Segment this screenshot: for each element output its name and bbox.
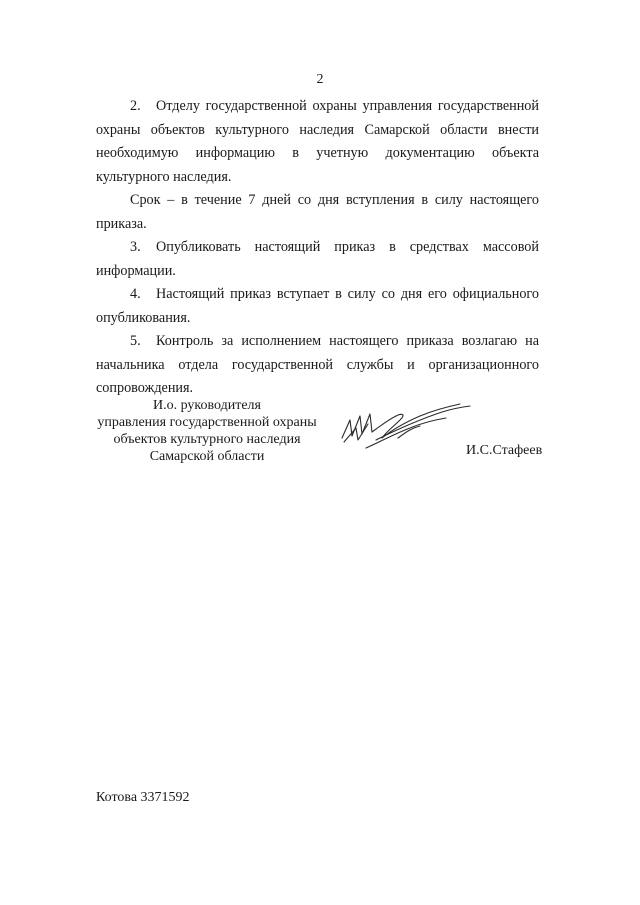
document-body (96, 95, 539, 401)
paragraph-3 (96, 236, 539, 283)
paragraph-text: Срок – в течение 7 дней со дня вступления в силу настоящего приказа. (96, 192, 539, 232)
paragraph-deadline (96, 189, 539, 236)
signatory-position (96, 397, 318, 465)
signer-name: И.С.Стафеев (466, 443, 543, 458)
paragraph-text: Отделу государственной охраны управления государственной охраны объектов культурного наследия Самарской области внести необходимую информацию в учетную документацию объекта культурного наследия. (96, 98, 539, 185)
signatory-title-line: И.о. руководителя (152, 398, 261, 413)
signatory-title-line: Самарской области (149, 449, 265, 464)
handwritten-signature (336, 398, 476, 456)
paragraph-text: Контроль за исполнением настоящего приказа возлагаю на начальника отдела государственной службы и организационного сопровождения. (96, 333, 539, 396)
paragraph-2 (96, 95, 539, 189)
page-number: 2 (316, 72, 324, 87)
paragraph-number: 2. (130, 98, 141, 114)
paragraph-text: Опубликовать настоящий приказ в средствах массовой информации. (96, 239, 539, 279)
paragraph-number: 3. (130, 239, 141, 255)
paragraph-text: Настоящий приказ вступает в силу со дня его официального опубликования. (96, 286, 539, 326)
paragraph-4 (96, 283, 539, 330)
paragraph-number: 5. (130, 333, 141, 349)
paragraph-number: 4. (130, 286, 141, 302)
paragraph-5 (96, 330, 539, 401)
executor-note: Котова 3371592 (96, 790, 190, 805)
signatory-title-line: объектов культурного наследия (113, 432, 301, 447)
signatory-title-line: управления государственной охраны (97, 415, 317, 430)
